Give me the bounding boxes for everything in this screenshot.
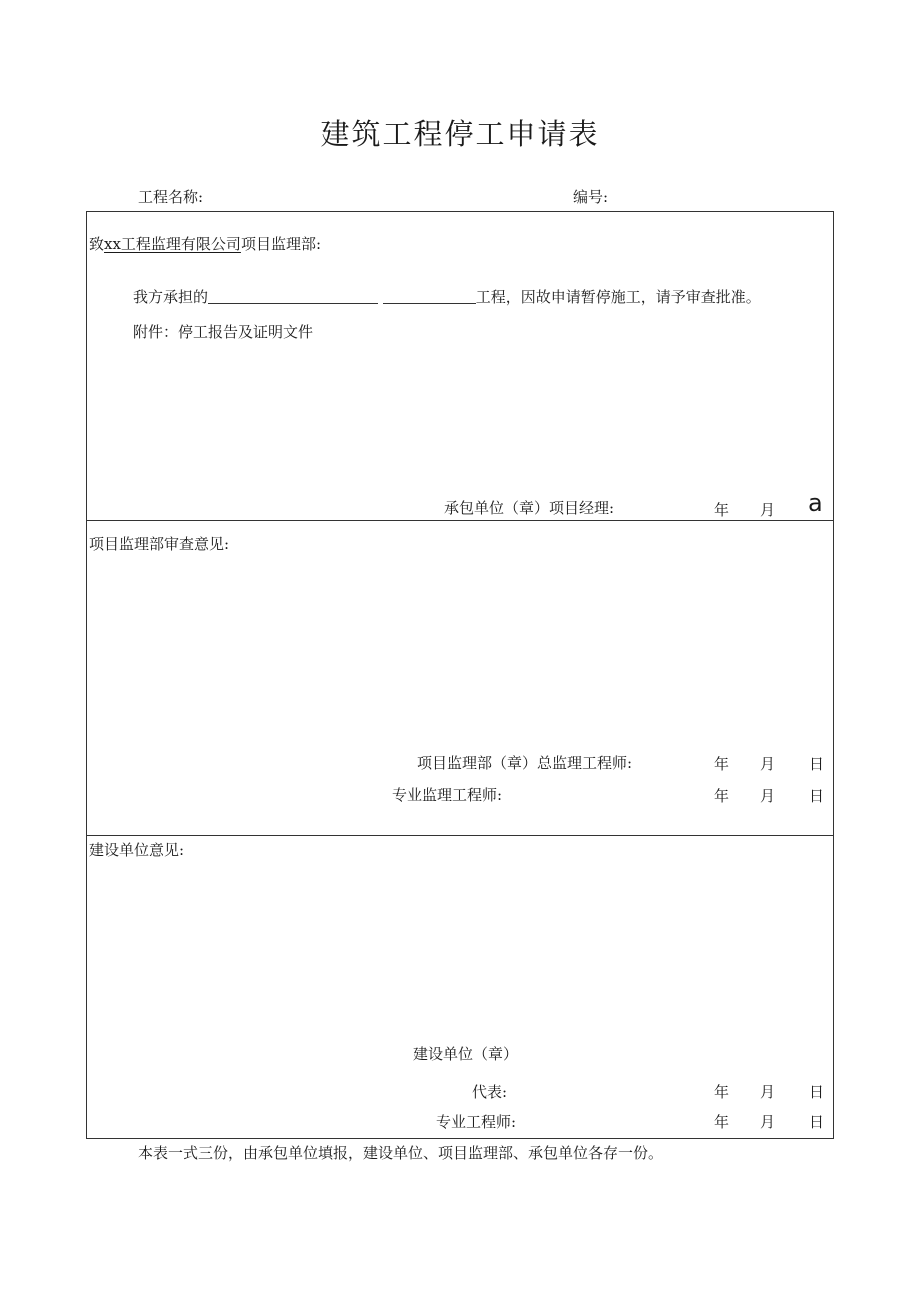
date-month: 月 xyxy=(760,755,776,773)
date-year: 年 xyxy=(714,501,730,519)
supervision-review-heading: 项目监理部审查意见: xyxy=(89,535,230,553)
date-year: 年 xyxy=(714,1113,730,1131)
application-form-table xyxy=(86,211,834,1139)
date-month: 月 xyxy=(760,787,776,805)
date-year: 年 xyxy=(714,787,730,805)
application-statement xyxy=(133,286,761,307)
specialist-engineer-signature-label: 专业监理工程师: xyxy=(392,786,503,804)
statement-suffix: 工程，因故申请暂停施工，请予审查批准。 xyxy=(475,288,761,306)
date-month: 月 xyxy=(760,1113,776,1131)
representative-label: 代表: xyxy=(472,1083,508,1101)
owner-engineer-label: 专业工程师: xyxy=(436,1113,517,1131)
attachment-line: 附件：停工报告及证明文件 xyxy=(133,323,314,341)
project-blank-2[interactable] xyxy=(383,289,476,304)
project-blank-1[interactable] xyxy=(208,289,378,304)
date-day: a xyxy=(808,489,823,517)
date-month: 月 xyxy=(760,501,776,519)
date-year: 年 xyxy=(714,1083,730,1101)
chief-engineer-signature-label: 项目监理部（章）总监理工程师: xyxy=(417,754,633,772)
date-month: 月 xyxy=(760,1083,776,1101)
page-title: 建筑工程停工申请表 xyxy=(320,117,600,151)
date-year: 年 xyxy=(714,755,730,773)
section-divider xyxy=(87,835,833,836)
section-divider xyxy=(87,520,833,521)
owner-opinion-heading: 建设单位意见: xyxy=(89,841,185,859)
project-name-label: 工程名称: xyxy=(138,188,204,206)
supervision-company: xx工程监理有限公司 xyxy=(104,235,241,253)
contractor-signature-label: 承包单位（章）项目经理: xyxy=(444,499,615,517)
number-label: 编号: xyxy=(573,188,609,206)
recipient-line xyxy=(89,233,321,254)
owner-seal-label: 建设单位（章） xyxy=(413,1045,519,1063)
recipient-department: 项目监理部: xyxy=(240,235,321,253)
footer-note: 本表一式三份，由承包单位填报，建设单位、项目监理部、承包单位各存一份。 xyxy=(138,1144,664,1162)
date-day: 日 xyxy=(809,787,825,805)
date-day: 日 xyxy=(809,1083,825,1101)
to-prefix: 致 xyxy=(89,235,105,253)
date-day: 日 xyxy=(809,1113,825,1131)
date-day: 日 xyxy=(809,755,825,773)
statement-prefix: 我方承担的 xyxy=(133,288,209,306)
